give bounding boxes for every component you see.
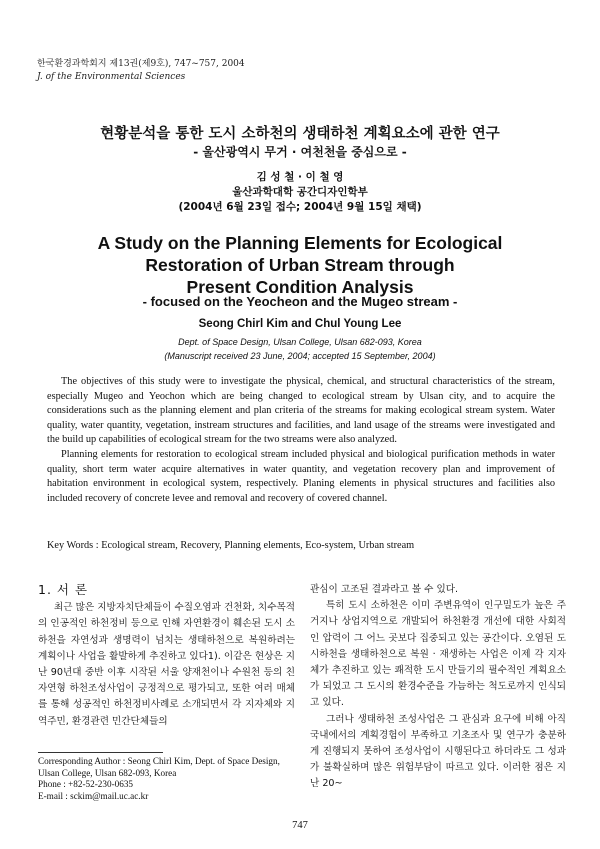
corresponding-author: Corresponding Author : Seong Chirl Kim, Dept. of Space Design, Ulsan College, Ulsan 682-093, Korea: [38, 756, 280, 778]
keywords-list: Ecological stream, Recovery, Planning elements, Eco-system, Urban stream: [101, 540, 415, 551]
journal-citation-ko: 한국환경과학회지 제13권(제9호), 747~757, 2004: [37, 59, 245, 69]
affiliation-block-english: [0, 335, 600, 363]
dates-english: (Manuscript received 23 June, 2004; accepted 15 September, 2004): [164, 351, 436, 361]
title-english-line: Restoration of Urban Stream through: [145, 255, 455, 275]
phone: Phone : +82-52-230-0635: [38, 779, 134, 789]
body-column-right: [310, 582, 566, 793]
dates-korean: (2004년 6월 23일 접수; 2004년 9월 15일 채택): [178, 201, 422, 213]
title-korean: 현황분석을 통한 도시 소하천의 생태하천 계획요소에 관한 연구: [100, 126, 500, 142]
abstract-paragraph: Planning elements for restoration to ecological stream included physical and biological purification methods in water quality, short term water acquire alternatives in water quantity, and vegetation recovery plan and improvement of habitation environment in ecological system, respectively. Planing elements in physical structures and facilities also included recovery of concrete levee and removal and recovery of covered channel.: [47, 448, 555, 504]
title-english: [60, 232, 540, 298]
abstract: [47, 375, 555, 506]
subtitle-korean: - 울산광역시 무거 · 여천천을 중심으로 -: [193, 145, 407, 159]
abstract-paragraph: The objectives of this study were to investigate the physical, chemical, and structural characteristics of the stream, especially Mugeo and Yeochon which are being changed to ecological stream by Ulsan city, and to acquire the considerations such as the planning element and plan criteria of the streams for making ecological stream system. Water quality, water quantity, vegetation, instream structures and facilities, and land usage of the streams were investigated and the build up capabilities of ecological stream for the two streams were also analyzed.: [47, 376, 555, 446]
affiliation-korean: 울산과학대학 공간디자인학부: [232, 186, 368, 198]
body-paragraph: 그러나 생태하천 조성사업은 그 관심과 요구에 비해 아직 국내에서의 계획경험이 부족하고 기초조사 및 연구가 충분하게 진행되지 못하여 조성사업이 시행된다고 하더라도 그 성과가 불확실하며 많은 위험부담이 따르고 있다. 이러한 점은 지난 20~: [310, 713, 566, 790]
author-block-korean: [0, 170, 600, 215]
footnote: [38, 756, 298, 802]
subtitle-english: - focused on the Yeocheon and the Mugeo stream -: [142, 294, 458, 309]
title-english-line: A Study on the Planning Elements for Ecological: [97, 233, 503, 253]
body-paragraph: 특히 도시 소하천은 이미 주변유역이 인구밀도가 높은 주거지나 상업지역으로 개발되어 하천환경 개선에 대한 사회적인 압력이 그 어느 곳보다 집중되고 있는 공간이다. 오염된 도시하천을 생태하천으로 복원 · 재생하는 사업은 이제 각 지자체가 추진하고 있는 쾌적한 도시 만들기의 필수적인 계획요소가 되었고 그 도시의 환경수준을 가늠하는 척도로까지 인식되고 있다.: [310, 600, 566, 709]
affiliation-english: Dept. of Space Design, Ulsan College, Ulsan 682-093, Korea: [178, 337, 422, 347]
keywords-label: Key Words :: [47, 540, 99, 551]
body-paragraph: 최근 많은 지방자치단체들이 수질오염과 건천화, 치수목적의 인공적인 하천정비 등으로 인해 자연환경이 훼손된 도시 소하천을 자연성과 생명력이 넘치는 생태하천으로 복원하려는 계획이나 사업을 활발하게 추진하고 있다1). 이같은 현상은 지난 90년대 중반 이후 시작된 서울 양재천이나 수원천 등의 친자연형 하천조성사업이 긍정적으로 평가되고, 또한 여러 매체를 통해 성공적인 하천정비사례로 소개되면서 각 지자체와 지역주민, 환경관련 민간단체들의: [38, 602, 295, 727]
footnote-divider: [38, 752, 163, 753]
body-paragraph: 관심이 고조된 결과라고 볼 수 있다.: [310, 584, 459, 595]
section-heading: 1. 서 론: [38, 582, 89, 597]
authors-english: Seong Chirl Kim and Chul Young Lee: [198, 318, 402, 330]
journal-header: [37, 58, 245, 84]
journal-name-en: J. of the Environmental Sciences: [37, 72, 186, 82]
title-english-line: Present Condition Analysis: [186, 277, 414, 297]
keywords: [47, 540, 557, 551]
authors-korean: 김 성 철 · 이 철 영: [256, 171, 344, 183]
body-column-left: [38, 582, 295, 730]
page-number: 747: [292, 820, 308, 831]
email: E-mail : sckim@mail.uc.ac.kr: [38, 790, 149, 801]
